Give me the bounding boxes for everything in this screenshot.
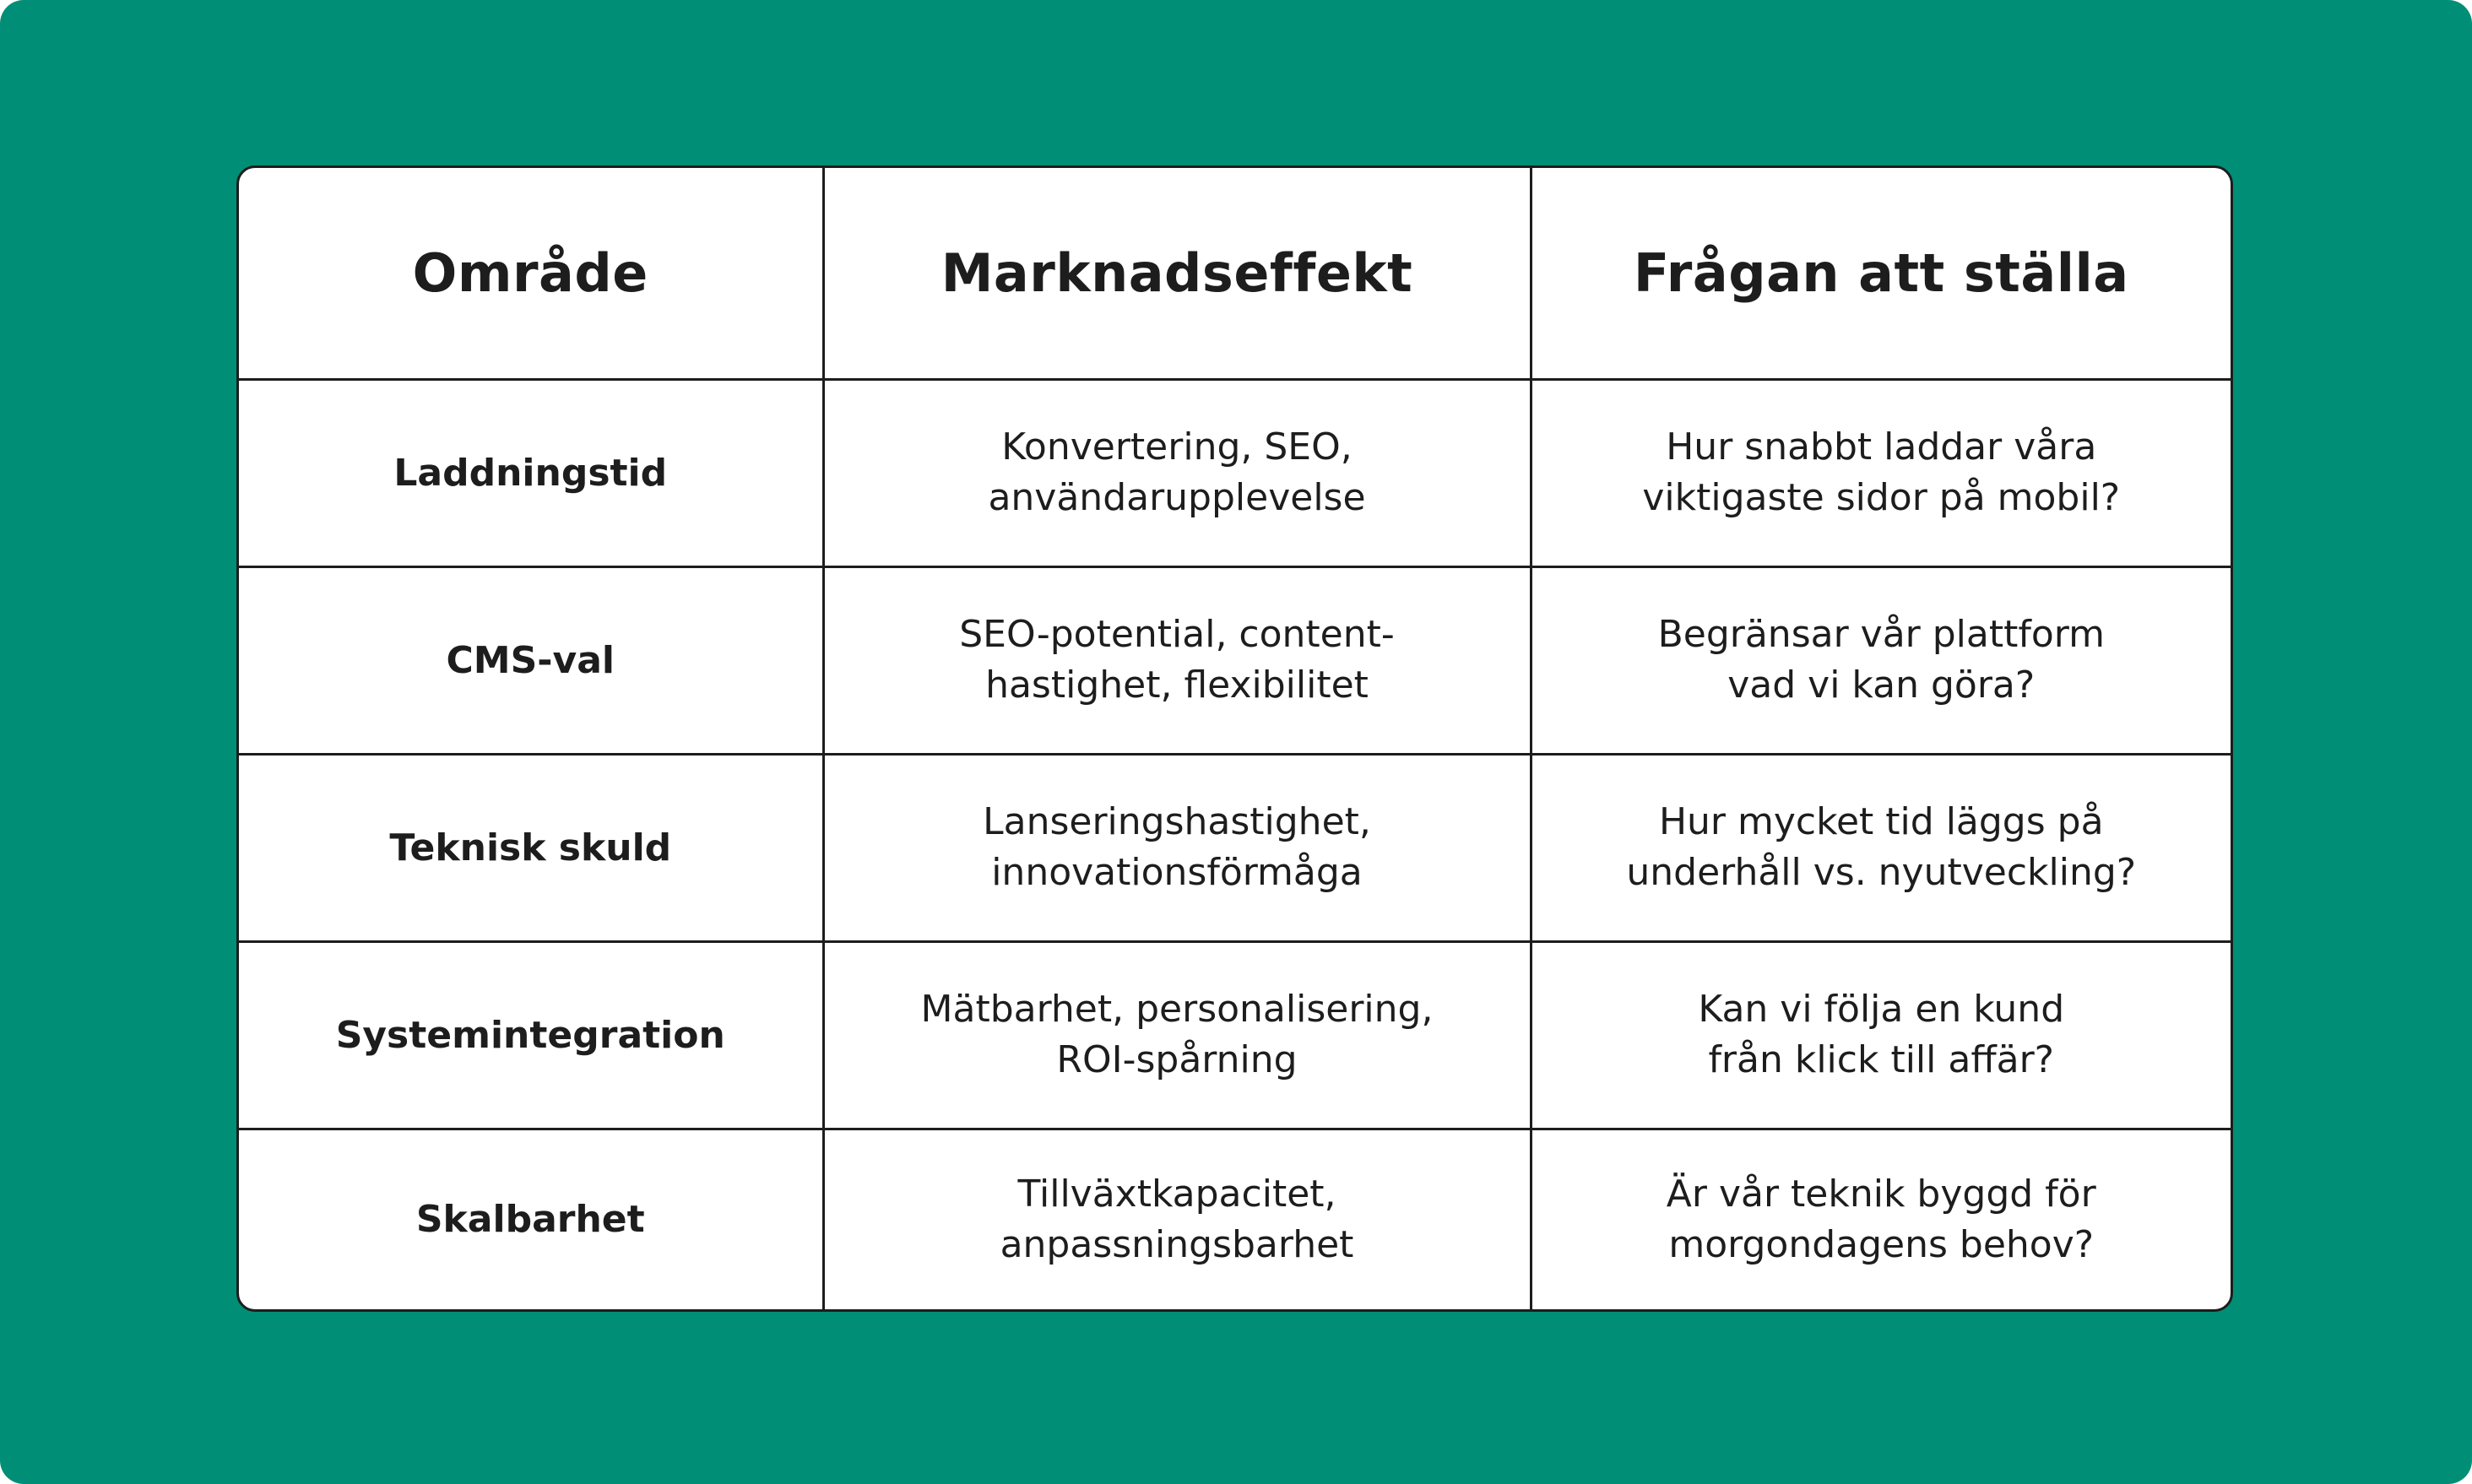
table-header-row xyxy=(239,168,2231,379)
effect-cell xyxy=(823,379,1531,566)
effect-cell xyxy=(823,941,1531,1129)
area-cell xyxy=(239,1129,823,1309)
effect-text: Lanseringshastighet, innovationsförmåga xyxy=(983,800,1371,894)
question-text: Kan vi följa en kund från klick till affär? xyxy=(1698,988,2065,1081)
question-cell xyxy=(1531,941,2231,1129)
question-cell xyxy=(1531,754,2231,941)
effect-text: Mätbarhet, personalisering, ROI-spårning xyxy=(920,988,1434,1081)
area-label: Skalbarhet xyxy=(415,1198,645,1242)
effect-text: Tillväxtkapacitet, anpassningsbarhet xyxy=(1000,1172,1354,1266)
area-cell xyxy=(239,379,823,566)
area-label: Teknisk skuld xyxy=(389,826,672,869)
effect-cell xyxy=(823,1129,1531,1309)
header-market-effect: Marknadseffekt xyxy=(823,168,1531,379)
question-text: Hur mycket tid läggs på underhåll vs. nyutveckling? xyxy=(1626,800,2137,894)
effect-cell xyxy=(823,754,1531,941)
effect-text: SEO-potential, content- hastighet, flexibilitet xyxy=(959,613,1395,707)
question-cell xyxy=(1531,566,2231,754)
table-row xyxy=(239,379,2231,566)
table-row xyxy=(239,941,2231,1129)
header-area: Område xyxy=(239,168,823,379)
area-label: Laddningstid xyxy=(393,451,668,495)
question-text: Hur snabbt laddar våra viktigaste sidor på mobil? xyxy=(1642,425,2121,519)
area-cell xyxy=(239,941,823,1129)
area-cell xyxy=(239,566,823,754)
effect-cell xyxy=(823,566,1531,754)
area-cell xyxy=(239,754,823,941)
header-question: Frågan att ställa xyxy=(1531,168,2231,379)
area-label: Systemintegration xyxy=(335,1013,725,1057)
table-row xyxy=(239,754,2231,941)
comparison-table-card xyxy=(236,165,2233,1312)
table-row xyxy=(239,1129,2231,1309)
table-row xyxy=(239,566,2231,754)
question-cell xyxy=(1531,1129,2231,1309)
question-text: Begränsar vår plattform vad vi kan göra? xyxy=(1657,613,2105,707)
question-text: Är vår teknik byggd för morgondagens behov? xyxy=(1666,1172,2096,1266)
comparison-table xyxy=(239,168,2231,1309)
question-cell xyxy=(1531,379,2231,566)
area-label: CMS-val xyxy=(446,638,615,682)
effect-text: Konvertering, SEO, användarupplevelse xyxy=(988,425,1366,519)
